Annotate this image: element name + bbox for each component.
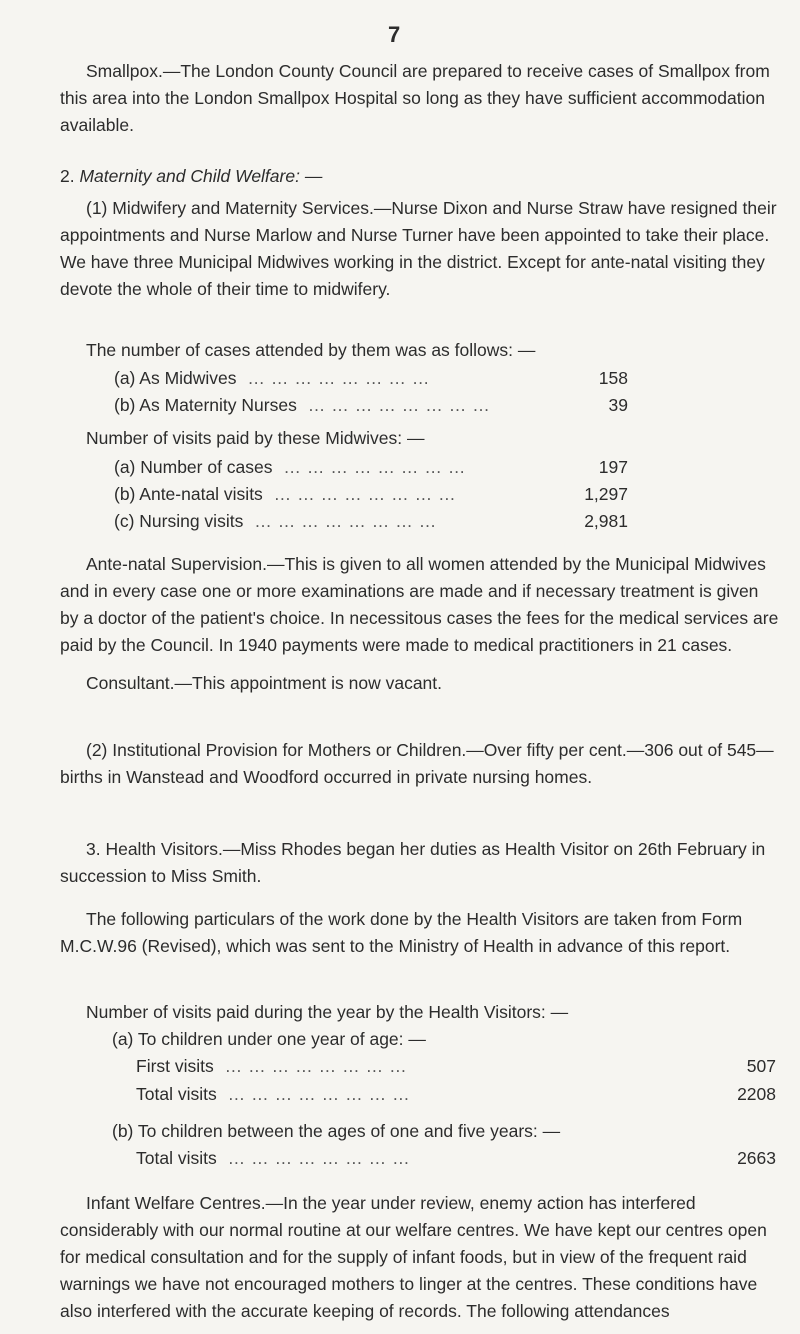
visits-row-value: 197 (598, 457, 628, 477)
infant-welfare-paragraph (60, 1190, 780, 1325)
section-2-number: 2. (60, 166, 75, 186)
under-one-row (136, 1082, 776, 1106)
under-one-row-value: 2208 (737, 1084, 776, 1104)
under-one-row-label: First visits …………………… (136, 1054, 741, 1078)
visits-row-label: (c) Nursing visits …………………… (114, 509, 578, 533)
cases-row (114, 393, 628, 417)
visits-row-value: 1,297 (584, 484, 628, 504)
section-2-title: Maternity and Child Welfare: — (79, 166, 323, 186)
particulars-paragraph (60, 906, 780, 960)
institutional-text: (2) Institutional Provision for Mothers or Children.—Over fifty per cent.—306 out of 545—births in Wanstead and Woodford occurred in private nursing homes. (60, 740, 774, 787)
under-one-row-value: 507 (746, 1056, 776, 1076)
cases-row-value: 158 (598, 368, 628, 388)
under-one-row (136, 1054, 776, 1078)
cases-row-label: (a) As Midwives …………………… (114, 366, 593, 390)
cases-row-label: (b) As Maternity Nurses …………………… (114, 393, 603, 417)
visits-row (114, 509, 628, 533)
infant-welfare-text: Infant Welfare Centres.—In the year under review, enemy action has interfered considerably with our normal routine at our welfare centres. We have kept our centres open for medical consultation and for the supply of infant foods, but in view of the frequent raid warnings we have not encouraged mothers to linger at the centres. These conditions have also interfered with the accurate keeping of records. The following attendances (60, 1193, 767, 1321)
visits-row-label: (b) Ante-natal visits …………………… (114, 482, 578, 506)
antenatal-text: Ante-natal Supervision.—This is given to all women attended by the Municipal Midwives and in every case one or more examinations are made and if necessary treatment is given by a doctor of the patient's choice. In necessitous cases the fees for the medical services are paid by the Council. In 1940 payments were made to medical practitioners in 21 cases. (60, 554, 779, 655)
smallpox-paragraph (60, 58, 780, 139)
under-one-heading: (a) To children under one year of age: — (112, 1029, 426, 1049)
midwifery-paragraph (60, 195, 780, 303)
visits-row (114, 455, 628, 479)
section-2-heading (60, 163, 780, 190)
one-to-five-heading: (b) To children between the ages of one and five years: — (112, 1121, 561, 1141)
health-visitors-text: 3. Health Visitors.—Miss Rhodes began her duties as Health Visitor on 26th February in succession to Miss Smith. (60, 839, 766, 886)
cases-row (114, 366, 628, 390)
midwifery-text: (1) Midwifery and Maternity Services.—Nurse Dixon and Nurse Straw have resigned their appointments and Nurse Marlow and Nurse Turner have been appointed to take their place. We have three Municipal Midwives working in the district. Except for ante-natal visiting they devote the whole of their time to midwifery. (60, 198, 777, 299)
smallpox-text: Smallpox.—The London County Council are prepared to receive cases of Smallpox from this area into the London Smallpox Hospital so long as they have sufficient accommodation available. (60, 61, 770, 135)
consultant-text: Consultant.—This appointment is now vacant. (86, 673, 443, 693)
one-to-five-row-label: Total visits …………………… (136, 1146, 731, 1170)
health-visitors-paragraph (60, 836, 780, 890)
under-one-row-label: Total visits …………………… (136, 1082, 731, 1106)
consultant-paragraph (60, 670, 780, 697)
visits-row (114, 482, 628, 506)
one-to-five-row-value: 2663 (737, 1148, 776, 1168)
antenatal-paragraph (60, 551, 780, 659)
particulars-text: The following particulars of the work done by the Health Visitors are taken from Form M.C.W.96 (Revised), which was sent to the Ministry of Health in advance of this report. (60, 909, 743, 956)
visits-row-label: (a) Number of cases …………………… (114, 455, 593, 479)
page-number: 7 (388, 22, 401, 47)
cases-intro: The number of cases attended by them was as follows: — (86, 340, 536, 360)
institutional-paragraph (60, 737, 780, 791)
hv-visits-intro: Number of visits paid during the year by the Health Visitors: — (86, 1002, 569, 1022)
one-to-five-row (136, 1146, 776, 1170)
visits-row-value: 2,981 (584, 511, 628, 531)
visits-intro: Number of visits paid by these Midwives: — (86, 428, 425, 448)
cases-row-value: 39 (608, 395, 628, 415)
